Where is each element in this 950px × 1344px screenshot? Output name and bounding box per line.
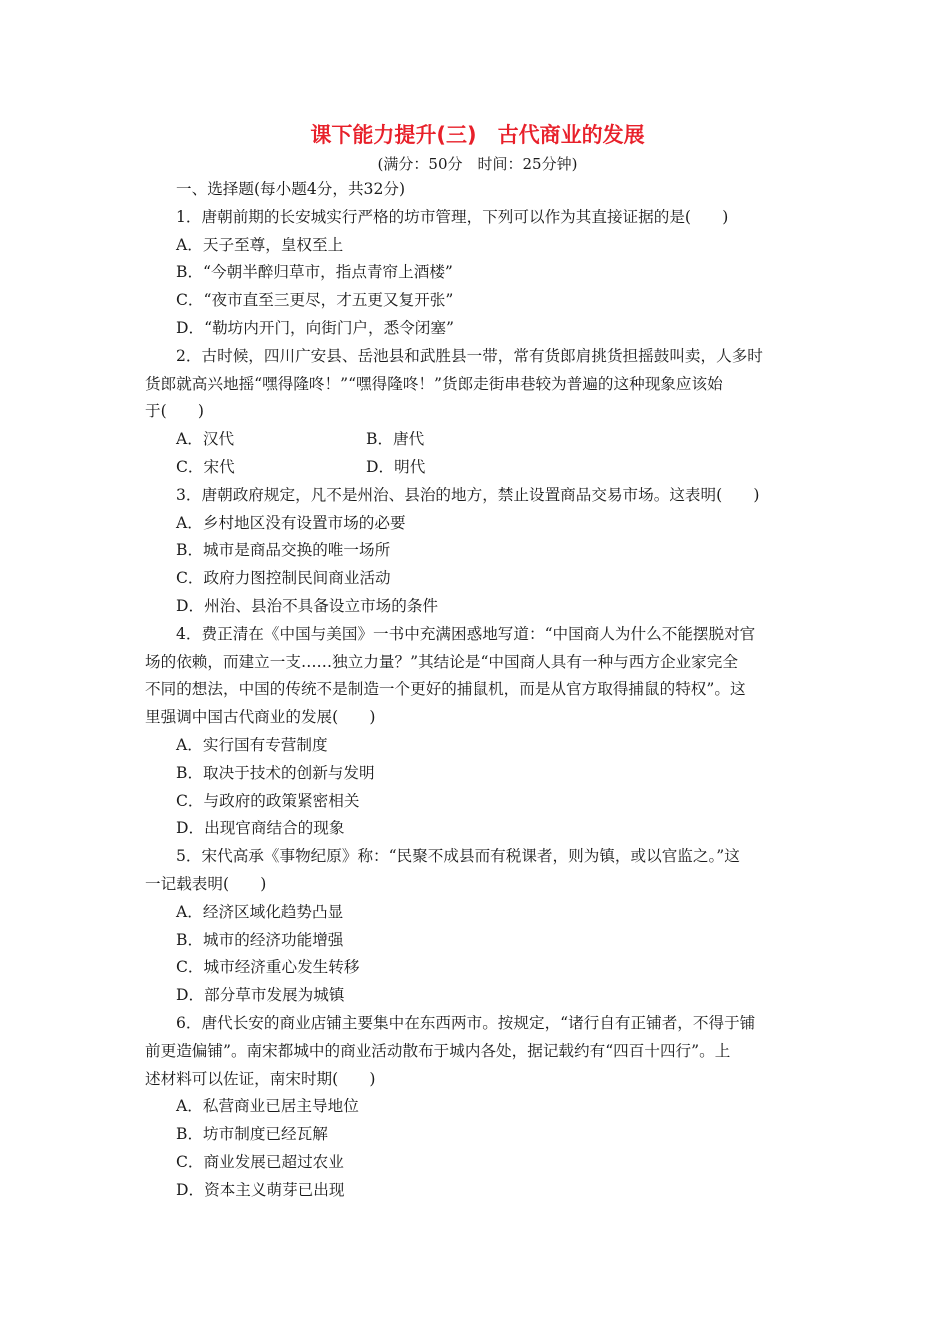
question-6 (145, 1010, 810, 1205)
option-d: D．明代 (366, 457, 426, 476)
option-d: D．部分草市发展为城镇 (176, 986, 345, 1005)
option-b: B．取决于技术的创新与发明 (176, 763, 375, 782)
option-c: C．政府力图控制民间商业活动 (176, 569, 391, 588)
question-5 (145, 843, 810, 1010)
question-text: 1．唐朝前期的长安城实行严格的坊市管理，下列可以作为其直接证据的是( ) (176, 207, 729, 226)
option-c: C．与政府的政策紧密相关 (176, 791, 360, 810)
question-4 (145, 621, 810, 843)
option-d: D．出现官商结合的现象 (176, 819, 345, 838)
question-2 (145, 343, 810, 482)
option-a: A．经济区域化趋势凸显 (176, 902, 344, 921)
question-text: 3．唐朝政府规定，凡不是州治、县治的地方，禁止设置商品交易市场。这表明( ) (176, 485, 760, 504)
page-title: 课下能力提升(三) 古代商业的发展 (310, 123, 645, 147)
question-3 (145, 482, 810, 621)
question-text-continued: 场的依赖，而建立一支……独立力量？”其结论是“中国商人具有一种与西方企业家完全 (145, 652, 738, 671)
option-a: A．私营商业已居主导地位 (176, 1097, 359, 1116)
option-c: C．城市经济重心发生转移 (176, 958, 360, 977)
question-text-continued: 于( ) (145, 402, 204, 421)
question-text-continued: 里强调中国古代商业的发展( ) (145, 708, 376, 727)
question-text: 5．宋代高承《事物纪原》称：“民聚不成县而有税课者，则为镇，或以官监之。”这 (176, 847, 740, 866)
document-page (145, 118, 810, 1204)
section-heading: 一、选择题(每小题4分，共32分) (176, 180, 406, 198)
option-c: C．商业发展已超过农业 (176, 1152, 344, 1171)
question-text-continued: 述材料可以佐证，南宋时期( ) (145, 1069, 376, 1088)
option-d: D．州治、县治不具备设立市场的条件 (176, 596, 439, 615)
question-text-continued: 不同的想法，中国的传统不是制造一个更好的捕鼠机，而是从官方取得捕鼠的特权”。这 (145, 680, 746, 699)
option-c: C．“夜市直至三更尽，才五更又复开张” (176, 291, 454, 310)
question-text: 6．唐代长安的商业店铺主要集中在东西两市。按规定，“诸行自有正铺者，不得于铺 (176, 1013, 756, 1032)
question-text-continued: 前更造偏铺”。南宋都城中的商业活动散布于城内各处，据记载约有“四百十四行”。上 (145, 1041, 731, 1060)
option-d: D．资本主义萌芽已出现 (176, 1180, 345, 1199)
option-b: B．城市的经济功能增强 (176, 930, 344, 949)
options-row (145, 426, 810, 454)
score-time-info: (满分：50分 时间：25分钟) (377, 155, 578, 173)
option-b: B．唐代 (366, 430, 425, 449)
option-a: A．汉代 (176, 430, 235, 449)
option-b: B．坊市制度已经瓦解 (176, 1125, 328, 1144)
option-a: A．实行国有专营制度 (176, 735, 328, 754)
option-c: C．宋代 (176, 457, 235, 476)
question-text-continued: 货郎就高兴地摇“嘿得隆咚！”“嘿得隆咚！”货郎走街串巷较为普遍的这种现象应该始 (145, 374, 723, 393)
options-row (145, 454, 810, 482)
option-a: A．乡村地区没有设置市场的必要 (176, 513, 406, 532)
option-b: B．“今朝半醉归草市，指点青帘上酒楼” (176, 263, 453, 282)
question-text-continued: 一记载表明( ) (145, 874, 267, 893)
option-a: A．天子至尊，皇权至上 (176, 235, 344, 254)
option-b: B．城市是商品交换的唯一场所 (176, 541, 391, 560)
question-1 (145, 204, 810, 343)
question-text: 2．古时候，四川广安县、岳池县和武胜县一带，常有货郎肩挑货担摇鼓叫卖，人多时 (176, 346, 763, 365)
option-d: D．“勒坊内开门，向街门户，悉令闭塞” (176, 318, 454, 337)
question-text: 4．费正清在《中国与美国》一书中充满困惑地写道：“中国商人为什么不能摆脱对官 (176, 624, 756, 643)
